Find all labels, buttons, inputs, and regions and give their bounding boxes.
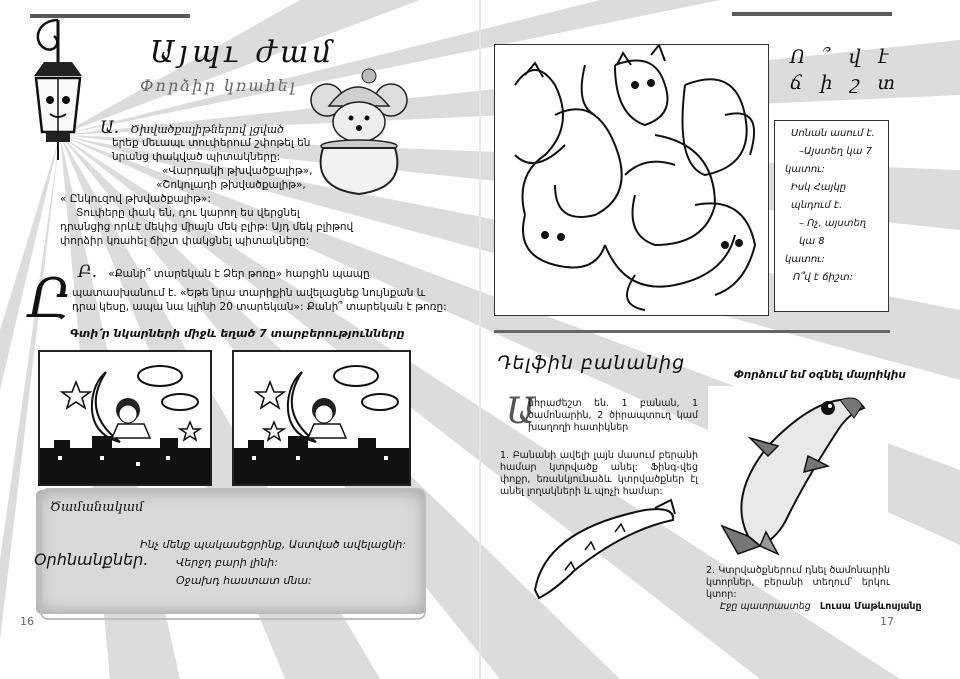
task-a-line: «Շոկոլադի թխվածքալիթ»,	[156, 179, 306, 191]
girl-on-moon-illustration	[234, 352, 409, 484]
task-b	[78, 262, 458, 282]
dolphin-title: Դելֆին բանանից	[497, 352, 686, 374]
question-title-line-2: ճ ի շ տ	[790, 72, 902, 94]
page-title: Այպւ ժամ	[150, 35, 336, 70]
dialog-line: –Այստեղ կա 7	[799, 146, 872, 157]
task-a-line: «Վարդակի թխվածքալիթ»,	[162, 165, 313, 177]
blessings-label: Օրհնանքներ.	[34, 550, 149, 569]
task-a-line: փորձիր կռահել ճիշտ փակցնել պիտակները:	[60, 235, 310, 247]
ingredients-text: նհրաժեշտ են. 1 բանան, 1 ծամոնարին, 2 ծիրապտուղ կամ խաղողի հատիկներ	[528, 398, 698, 433]
task-a-line: նրանց փակված պիտակները:	[112, 151, 281, 163]
page-subtitle: Փորձիր կռահել	[140, 76, 297, 95]
dialog-line: Սոնան ասում է.	[791, 128, 875, 139]
blessing-line: Օջախդ հաստատ մնա:	[176, 574, 312, 587]
helper-caption: Փորձում եմ օգնել մայրիկիս	[734, 369, 906, 381]
dialog-box	[774, 120, 889, 312]
task-b-line: դրա կեսը, ապա նա կլինի 20 տարեկան»: Քանի՞ տարեկան է թոռը:	[72, 301, 447, 313]
task-a-body-2	[60, 192, 440, 248]
task-a-line: Տուփերը փակ են, դու կարող ես վերցնել	[76, 207, 300, 219]
task-a-body	[112, 136, 412, 192]
banana-illustration	[525, 490, 685, 605]
credit-line	[720, 601, 922, 612]
top-rule-right	[732, 12, 892, 16]
street-lamp-icon	[18, 14, 98, 164]
task-b-body	[72, 286, 452, 314]
task-b-line: պատասխանում է. «Եթե նրա տարիքին ավելացնեք նույնքան և	[72, 287, 426, 299]
task-a-line: երեք մեւապւ տուփերում շփոթել են	[112, 137, 311, 149]
girl-on-moon-illustration	[40, 352, 210, 484]
differences-caption: Գտի՛ր նկարների միջև եղած 7 տարբերությունները	[70, 327, 405, 340]
credit-name: Լուսա Մաթևոսյանը	[819, 601, 922, 612]
step-2-text: 2. Կտրվածքներում դնել ծամոնարին կտորներ, բերանի տեղում՝ երկու կտոր:	[706, 565, 890, 600]
task-a	[100, 118, 400, 138]
task-a-line: դրանցից որևէ մեկից միայն մեկ բլիթ: Այդ մեկ բլիթով	[60, 221, 354, 233]
banana-dolphin-illustration	[708, 386, 888, 556]
intro-dropcap: Ա	[506, 391, 536, 432]
dialog-text	[775, 121, 888, 287]
blessing-line: Վերջդ բարի լինի:	[176, 556, 278, 569]
cats-puzzle-picture	[494, 44, 769, 316]
task-a-letter: Ա.	[100, 118, 120, 138]
question-title-line-1: Ո ՞ վ է	[790, 46, 895, 68]
task-a-line-1: Ծխվածքալիթներով լցված	[130, 123, 284, 136]
task-b-line-1: «Քանի՞ տարեկան է Ձեր թոռը» հարցին պապը	[108, 268, 370, 280]
page-number-right: 17	[880, 615, 894, 628]
page-number-left: 16	[20, 615, 34, 628]
task-a-line: « Ընկուզով թխվածքալիթ»:	[60, 193, 211, 205]
dialog-line: կատու:	[785, 164, 825, 175]
dialog-line: կատու:	[785, 254, 825, 265]
task-b-dropcap: Ը	[28, 267, 72, 330]
scroll-title: Ծամանակամ	[50, 500, 144, 515]
difference-picture-right	[232, 350, 411, 486]
credit-prefix: Էջը պատրաստեց	[720, 601, 811, 612]
task-b-letter: Բ.	[78, 262, 98, 282]
dialog-line: – Ոչ, այստեղ կա 8	[799, 218, 867, 247]
step-1-text: 1. Բանանի ավելի լայն մասում բերանի համար կտրվածք անել: Ֆինգ-վեց փոքր, եռանկյունաձև կտրվածքներ էլ անել լողակների և պոչի համար:	[500, 450, 698, 497]
dolphin-picture	[708, 386, 888, 556]
section-rule	[494, 330, 890, 333]
dialog-line: Իսկ Հայկը պնդում է.	[791, 182, 847, 211]
difference-picture-left	[38, 350, 212, 486]
tangled-cats-illustration	[495, 45, 768, 315]
dialog-line: Ո՞վ է ճիշտ:	[793, 272, 853, 283]
blessing-line: Ինչ մենք պակասեցրինք, Աստված ավելացնի:	[140, 538, 407, 551]
